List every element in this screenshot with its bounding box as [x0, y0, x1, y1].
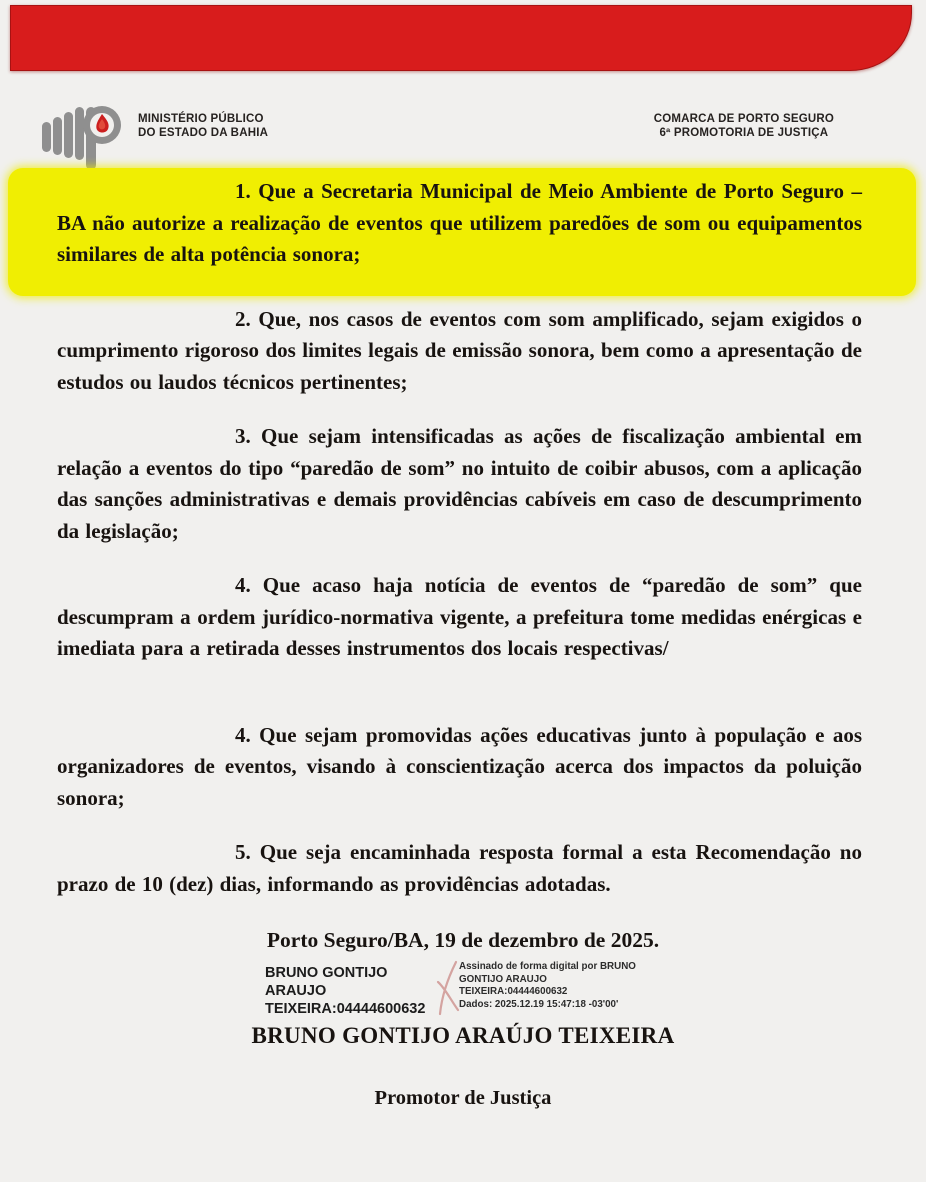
signature-details-line3: TEIXEIRA:04444600632 — [459, 986, 568, 997]
signer-title: Promotor de Justiça — [374, 1087, 552, 1109]
signature-flourish-icon — [435, 958, 461, 1020]
signer-name: BRUNO GONTIJO ARAÚJO TEIXEIRA — [251, 1023, 675, 1048]
org-identity-block — [40, 98, 268, 170]
org-name — [138, 98, 268, 140]
signature-signer-id-line1: BRUNO GONTIJO ARAUJO — [265, 965, 388, 999]
recommendation-item-4b: 4. Que sejam promovidas ações educativas junto à população e aos organizadores de eventos, visando à conscientização acerca dos impactos da poluição sonora; — [57, 722, 862, 810]
date-line: Porto Seguro/BA, 19 de dezembro de 2025. — [266, 928, 660, 952]
red-banner — [10, 5, 912, 71]
recommendations-list — [57, 168, 862, 900]
mp-logo-icon — [40, 98, 128, 170]
document-header — [40, 98, 886, 170]
signature-details-line1: Assinado de forma digital por BRUNO — [459, 961, 636, 972]
signature-details — [459, 958, 689, 1011]
comarca-line2: 6ª PROMOTORIA DE JUSTIÇA — [659, 127, 829, 139]
closing-block — [0, 920, 926, 1110]
signature-signer-id — [265, 958, 437, 1018]
recommendation-item-5: 5. Que seja encaminhada resposta formal a esta Recomendação no prazo de 10 (dez) dias, informando as providências adotadas. — [57, 840, 862, 896]
comarca-line1: COMARCA DE PORTO SEGURO — [653, 113, 834, 125]
signature-signer-id-line2: TEIXEIRA:04444600632 — [265, 1001, 426, 1017]
org-name-line1: MINISTÉRIO PÚBLICO — [138, 113, 264, 125]
recommendation-item-1-highlighted: 1. Que a Secretaria Municipal de Meio Ambiente de Porto Seguro – BA não autorize a realização de eventos que utilizem paredões de som ou equipamentos similares de alta potência sonora; — [8, 168, 916, 296]
recommendation-item-3: 3. Que sejam intensificadas as ações de fiscalização ambiental em relação a eventos do tipo “paredão de som” no intuito de coibir abusos, com a aplicação das sanções administrativas e demais providências cabíveis em caso de descumprimento da legislação; — [57, 424, 862, 543]
signature-details-line2: GONTIJO ARAUJO — [459, 973, 547, 985]
signature-details-line4: Dados: 2025.12.19 15:47:18 -03'00' — [459, 998, 619, 1010]
recommendation-item-2: 2. Que, nos casos de eventos com som amplificado, sejam exigidos o cumprimento rigoroso dos limites legais de emissão sonora, bem como a apresentação de estudos ou laudos técnicos pertinentes; — [57, 306, 862, 394]
org-name-line2: DO ESTADO DA BAHIA — [138, 127, 269, 139]
recommendation-item-4: 4. Que acaso haja notícia de eventos de “paredão de som” que descumpram a ordem jurídico-normativa vigente, a prefeitura tome medidas enérgicas e imediata para a retirada desses instrumentos dos locais respectivas/ — [57, 573, 862, 660]
comarca-block — [654, 98, 834, 140]
digital-signature-stamp — [14, 958, 926, 1020]
